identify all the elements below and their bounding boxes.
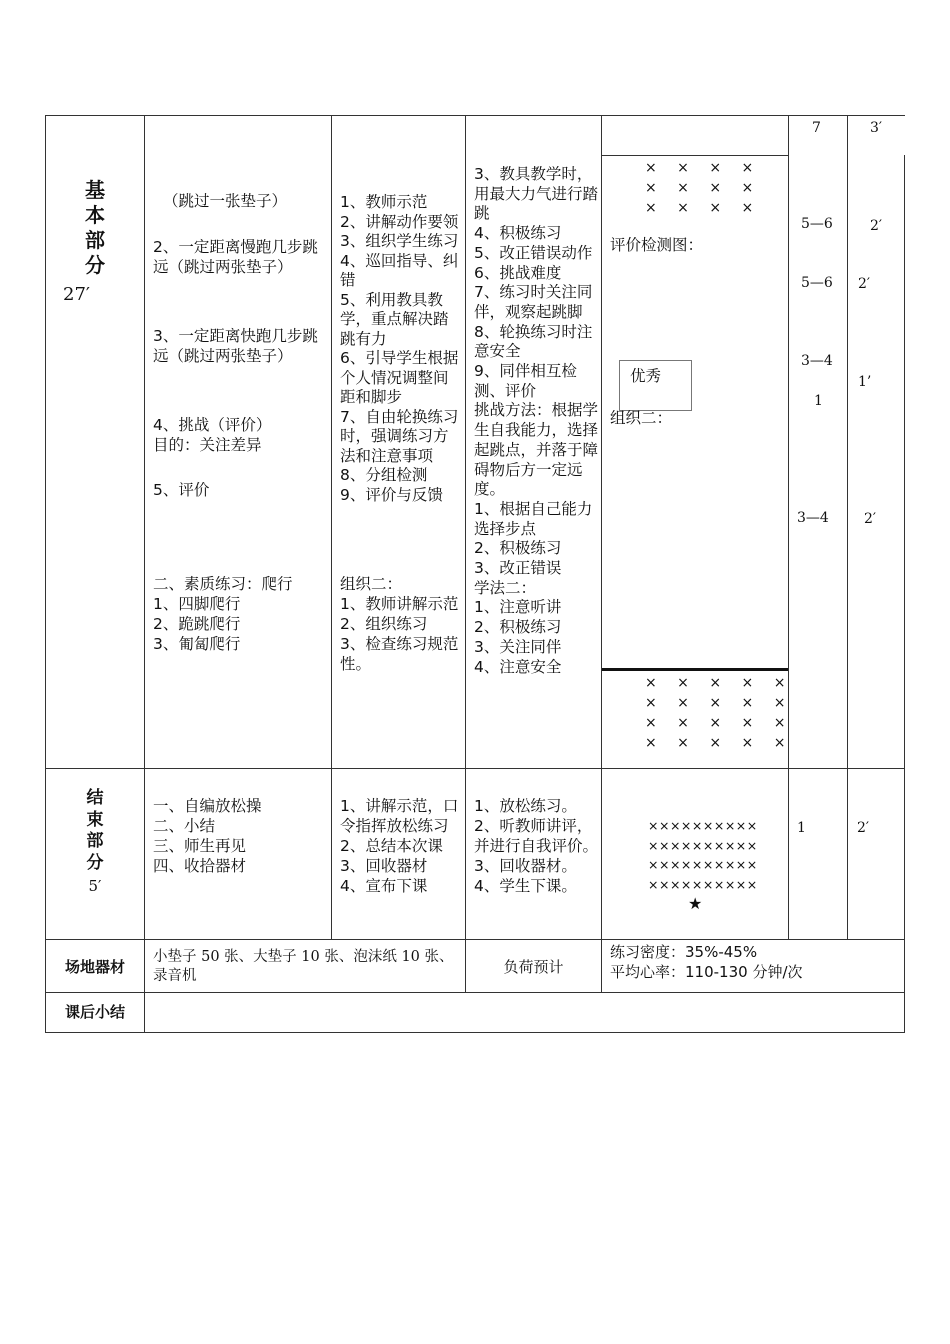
table-right-border <box>904 155 905 1033</box>
count-value: 7 <box>812 120 821 136</box>
excellent-label: 优秀 <box>630 367 662 385</box>
end-section-time: 5′ <box>88 877 102 895</box>
content-item-5: 5、评价 <box>153 481 210 499</box>
end-duration: 2′ <box>857 820 870 836</box>
evaluation-diagram-label: 评价检测图： <box>610 236 704 254</box>
teacher-star-icon: ★ <box>688 894 703 913</box>
org-top-divider <box>601 155 788 156</box>
count-value: 1 <box>814 393 823 409</box>
basic-section-time: 27′ <box>63 284 90 305</box>
end-content: 一、自编放松操 二、小结 三、师生再见 四、收拾器材 <box>153 797 262 875</box>
end-teacher-activities: 1、讲解示范，口令指挥放松练习 2、总结本次课 3、回收器材 4、宣布下课 <box>340 797 459 895</box>
row-divider-end <box>45 768 905 769</box>
formation-grid-bottom <box>645 673 793 753</box>
col-divider-2 <box>331 115 332 940</box>
teacher-activities: 1、教师示范 2、讲解动作要领 3、组织学生练习 4、巡回指导、纠错 5、利用教具教学，重点解决踏跳有力 6、引导学生根据个人情况调整间距和脚步 7、自由轮换练习时，强调练习方法和注意事项 8、分组检测 9、评价与反馈 <box>340 193 459 504</box>
end-student-activities: 1、放松练习。 2、听教师讲评，并进行自我评价。 3、回收器材。 4、学生下课。 <box>474 797 599 895</box>
end-formation-grid <box>648 816 758 894</box>
summary-label: 课后小结 <box>64 1003 125 1021</box>
count-value: 5—6 <box>801 275 833 291</box>
formation-row: × × × × <box>645 180 762 196</box>
formation-row: × × × × × <box>645 735 794 751</box>
formation-row: ×××××××××× <box>648 857 758 872</box>
formation-row: × × × × × <box>645 715 794 731</box>
row-divider-equipment <box>45 939 905 940</box>
basic-section-header: 基 本 部 分 <box>85 178 105 277</box>
table-bottom-border <box>45 1032 905 1033</box>
table-left-border <box>45 115 46 1033</box>
row-divider-summary <box>45 992 905 993</box>
col-divider-5 <box>788 115 789 940</box>
formation-grid-top <box>645 158 761 218</box>
content-item-3: 3、一定距离快跑几步跳远（跳过两张垫子） <box>153 327 318 365</box>
average-heart-rate: 平均心率：110-130 分钟/次 <box>610 963 803 981</box>
content-intro: （跳过一张垫子） <box>163 192 288 210</box>
count-value: 5—6 <box>801 216 833 232</box>
content-item-2: 2、一定距离慢跑几步跳远（跳过两张垫子） <box>153 238 318 276</box>
student-activities: 3、教具教学时，用最大力气进行踏跳 4、积极练习 5、改正错误动作 6、挑战难度 7、练习时关注同伴，观察起跳脚 8、轮换练习时注意安全 9、同伴相互检测、评价 挑战方法：根据学生自我能力，选择起跳点，并落于障碍物后方一定远度。 1、根据自己能力选择步点 2、积极练习 3、改正错误 学法二： 1、注意听讲 2、积极练习 3、关注同伴 4、注意安全 <box>474 165 599 676</box>
formation-row: × × × × × <box>645 675 794 691</box>
time-value: 2′ <box>870 218 883 234</box>
formation-row: ×××××××××× <box>648 876 758 892</box>
col-divider-1 <box>144 115 145 1033</box>
table-top-border <box>45 115 905 116</box>
time-value: 2′ <box>858 276 871 292</box>
count-value: 3—4 <box>797 510 829 526</box>
col-divider-4 <box>601 115 602 993</box>
content-item-4: 4、挑战（评价） 目的：关注差异 <box>153 416 272 454</box>
formation-row: ×××××××××× <box>648 837 758 853</box>
formation-row: × × × × × <box>645 695 794 711</box>
teacher-org-two: 组织二： 1、教师讲解示范 2、组织练习 3、检查练习规范性。 <box>340 575 459 673</box>
formation-row: × × × × <box>645 200 762 216</box>
equipment-value: 小垫子 50 张、大垫子 10 张、泡沫纸 10 张、录音机 <box>153 949 454 984</box>
col-divider-6 <box>847 115 848 940</box>
equipment-label: 场地器材 <box>64 958 125 976</box>
time-value: 2′ <box>864 511 877 527</box>
count-value: 3—4 <box>801 353 833 369</box>
formation-row: ×××××××××× <box>648 818 758 833</box>
org-thick-divider <box>601 668 788 671</box>
org-two-label: 组织二： <box>610 409 673 427</box>
content-quality-practice: 二、素质练习：爬行 1、四脚爬行 2、跪跳爬行 3、匍匐爬行 <box>153 575 293 653</box>
time-value: 1’ <box>858 374 872 390</box>
col-divider-3 <box>465 115 466 993</box>
practice-density: 练习密度：35%-45% <box>610 943 758 961</box>
formation-row: × × × × <box>645 160 762 176</box>
time-value: 3′ <box>870 120 883 136</box>
end-count: 1 <box>797 820 806 836</box>
load-estimate-label: 负荷预计 <box>503 958 564 976</box>
end-section-header: 结 束 部 分 <box>86 788 104 873</box>
